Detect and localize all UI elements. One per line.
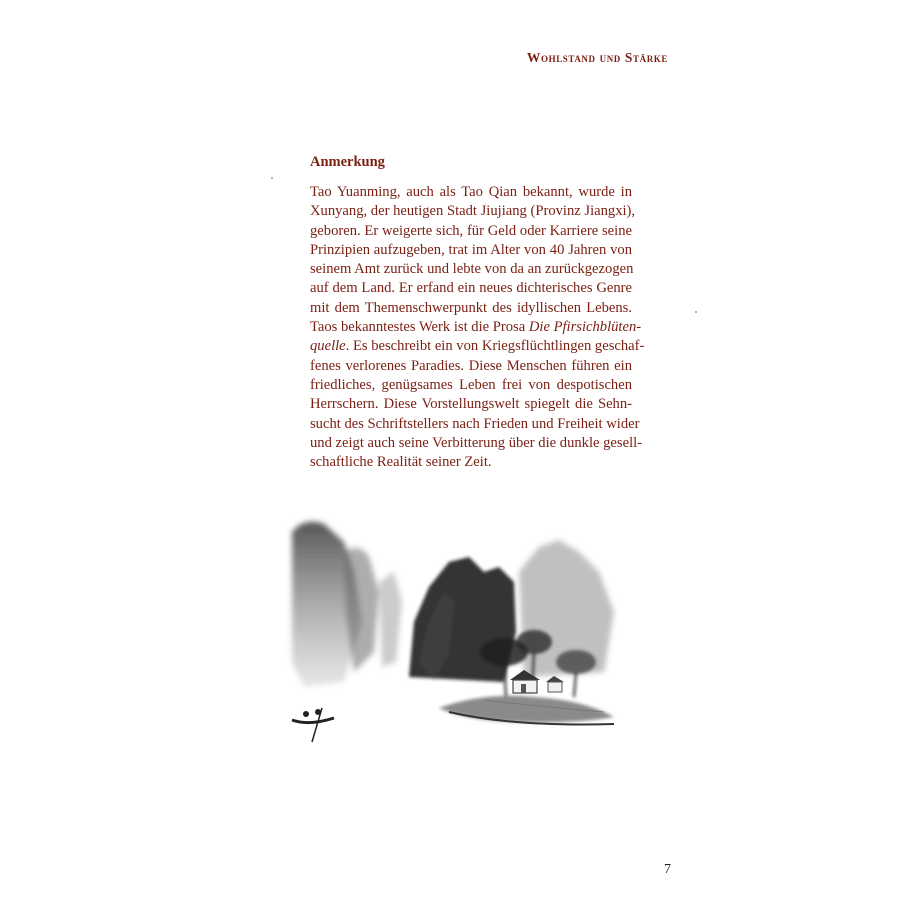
text-line: Tao Yuanming, auch als Tao Qian bekannt, wurde in (310, 184, 632, 200)
text-line (310, 318, 642, 337)
text-line: seinem Amt zurück und lebte von da an zurückgezogen (310, 261, 634, 278)
left-cliffs (292, 522, 402, 687)
shoreline (439, 696, 614, 725)
work-title-italic: Die Pfirsichblüten- (528, 319, 642, 336)
text-line: auf dem Land. Er erfand ein neues dichterisches Genre (310, 280, 632, 297)
note-block (310, 154, 645, 472)
text-line: friedliches, genügsames Leben frei von despotischen (310, 376, 632, 393)
ink-landscape-illustration (284, 512, 624, 752)
text-line: und zeigt auch seine Verbitterung über die dunkle gesell- (310, 434, 643, 451)
speck (271, 177, 273, 179)
text-line: fenes verlorenes Paradies. Diese Menschen führen ein (310, 357, 632, 374)
text-line (310, 337, 645, 356)
text-fragment: . Es beschreibt ein von Kriegsflüchtlingen geschaf- (345, 338, 645, 355)
text-line: geboren. Er weigerte sich, für Geld oder Karriere seine (310, 222, 632, 239)
text-line: Herrschern. Diese Vorstellungswelt spiegelt die Sehn- (310, 396, 632, 413)
text-line: Xunyang, der heutigen Stadt Jiujiang (Provinz Jiangxi), (310, 203, 636, 220)
text-line: sucht des Schriftstellers nach Frieden und Freiheit wider (310, 415, 640, 432)
running-head: Wohlstand und Stärke (526, 50, 668, 65)
note-body (310, 183, 645, 472)
work-title-italic-cont: quelle (310, 338, 346, 355)
text-line: mit dem Themenschwerpunkt des idyllischen Lebens. (310, 299, 632, 316)
speck (695, 311, 697, 313)
boat-icon (292, 708, 334, 742)
text-fragment: Taos bekanntestes Werk ist die Prosa (310, 319, 526, 336)
note-heading: Anmerkung (310, 154, 385, 170)
page-number: 7 (664, 862, 671, 877)
text-line: schaftliche Realität seiner Zeit. (310, 454, 492, 471)
text-line: Prinzipien aufzugeben, trat im Alter von 40 Jahren von (310, 241, 632, 258)
